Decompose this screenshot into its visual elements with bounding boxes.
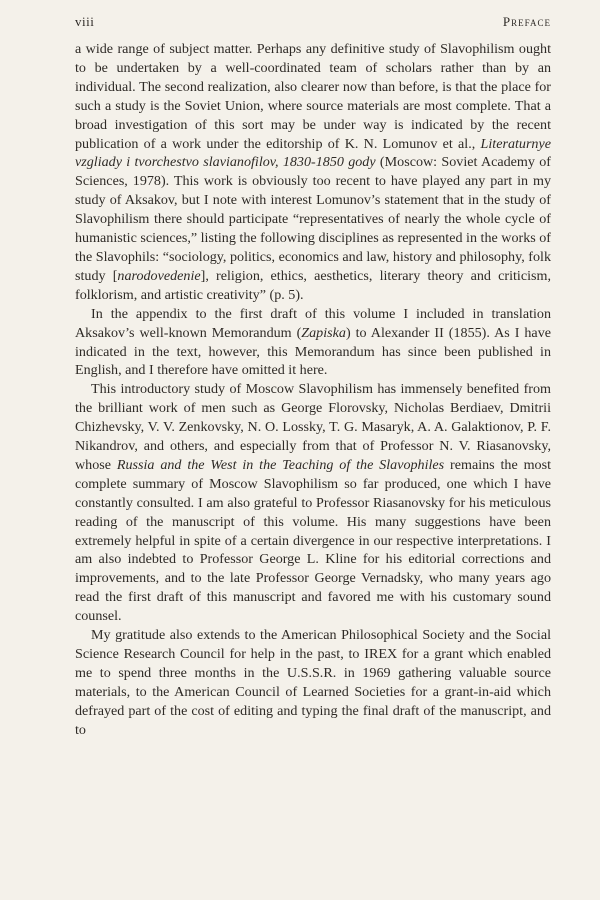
text-segment: remains the most complete summary of Moscow Slavophilism so far produced, one which I have constantly consulted. I am also grateful to Professor Riasanovsky for his meticulous reading of the manuscript of this volume. His many suggestions have been extremely helpful in spite of a certain divergence in our respective interpretations. I am also indebted to Professor George L. Kline for his editorial corrections and improvements, and to the late Professor George Vernadsky, who many years ago read the first draft of this manuscript and favored me with his customary sound counsel.: [75, 456, 551, 625]
book-title-italic: Literaturnye vzgliady i tvorchestvo slavianofilov, 1830-1850 gody: [75, 135, 551, 171]
paragraph-continued: [75, 40, 551, 305]
text-segment: (Moscow: Soviet Academy of Sciences, 1978). This work is obviously too recent to have played any part in my study of Aksakov, but I note with interest Lomunov’s statement that in the study of Slavophilism there should participate “representatives of nearly the whole cycle of humanistic sciences,” listing the following disciplines as represented in the works of the Slavophils: “sociology, politics, economics and law, history and philosophy, folk study [: [75, 154, 551, 284]
paragraph-gratitude: [75, 626, 551, 739]
text-segment: This introductory study of Moscow Slavophilism has immensely benefited from the brilliant work of men such as George Florovsky, Nicholas Berdiaev, Dmitrii Chizhevsky, V. V. Zenkovsky, N. O. Lossky, T. G. Masaryk, A. A. Galaktionov, P. F. Nikandrov, and others, and especially from that of Professor N. V. Riasanovsky, whose: [75, 381, 551, 473]
paragraph-introductory: [75, 380, 551, 626]
paragraph-appendix: [75, 305, 551, 381]
text-segment: ], religion, ethics, aesthetics, literary theory and criticism, folklorism, and artistic creativity” (p. 5).: [75, 267, 551, 303]
term-italic: narodovedenie: [117, 267, 201, 284]
body-text: [75, 40, 551, 740]
page-number: viii: [75, 14, 95, 29]
section-title: Preface: [502, 14, 551, 29]
text-segment: In the appendix to the first draft of this volume I included in translation Aksakov’s well-known Memorandum (: [75, 305, 551, 341]
running-head: [75, 14, 551, 34]
text-segment: My gratitude also extends to the American Philosophical Society and the Social Science Research Council for help in the past, to IREX for a grant which enabled me to spend three months in the U.S.S.R. in 1969 gathering valuable source materials, to the American Council of Learned Societies for a grant-in-aid which defrayed part of the cost of editing and typing the final draft of the manuscript, and to: [75, 627, 551, 738]
book-title-italic: Russia and the West in the Teaching of the Slavophiles: [116, 456, 445, 473]
text-segment: ) to Alexander II (1855). As I have indicated in the text, however, this Memorandum has since been published in English, and I therefore have omitted it here.: [75, 324, 551, 379]
text-segment: a wide range of subject matter. Perhaps any definitive study of Slavophilism ought to be undertaken by a well-coordinated team of scholars rather than by an individual. The second realization, also clearer now than before, is that the place for such a study is the Soviet Union, where source materials are most complete. That a broad investigation of this sort may be under way is indicated by the recent publication of a work under the editorship of K. N. Lomunov et al.,: [75, 41, 551, 152]
term-italic: Zapiska: [301, 324, 346, 341]
